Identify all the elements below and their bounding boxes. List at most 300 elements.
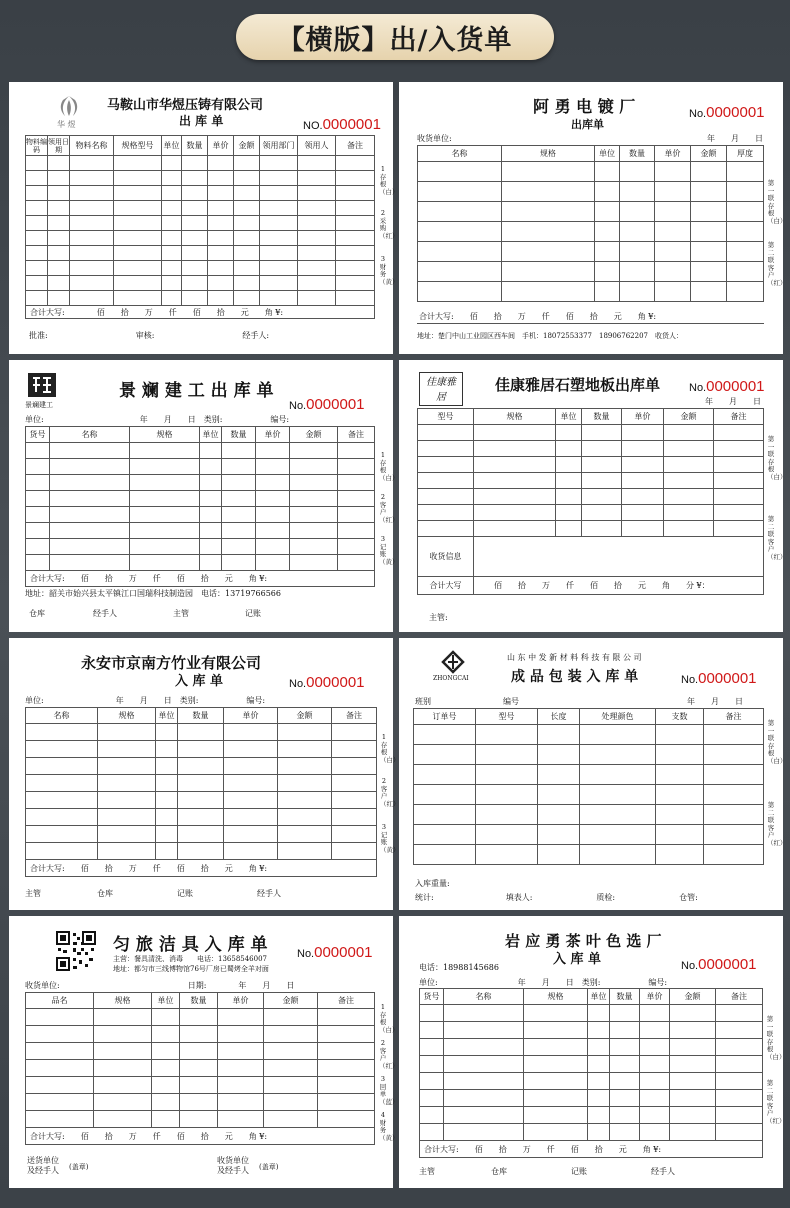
table-cell[interactable] xyxy=(208,261,234,276)
table-cell[interactable] xyxy=(162,201,182,216)
table-cell[interactable] xyxy=(222,491,256,507)
table-cell[interactable] xyxy=(178,792,224,809)
table-cell[interactable] xyxy=(336,186,375,201)
table-cell[interactable] xyxy=(256,523,290,539)
table-cell[interactable] xyxy=(655,202,691,222)
table-cell[interactable] xyxy=(414,805,476,825)
table-cell[interactable] xyxy=(418,282,502,302)
table-cell[interactable] xyxy=(182,276,208,291)
table-cell[interactable] xyxy=(556,441,582,457)
table-cell[interactable] xyxy=(640,1090,670,1107)
table-cell[interactable] xyxy=(48,201,70,216)
table-cell[interactable] xyxy=(336,231,375,246)
table-cell[interactable] xyxy=(727,182,764,202)
table-cell[interactable] xyxy=(162,216,182,231)
table-cell[interactable] xyxy=(332,758,377,775)
table-cell[interactable] xyxy=(264,1026,318,1043)
table-cell[interactable] xyxy=(622,489,664,505)
table-cell[interactable] xyxy=(224,792,278,809)
table-cell[interactable] xyxy=(318,1077,375,1094)
table-cell[interactable] xyxy=(130,539,200,555)
table-cell[interactable] xyxy=(704,725,764,745)
table-cell[interactable] xyxy=(48,231,70,246)
table-cell[interactable] xyxy=(278,843,332,860)
table-cell[interactable] xyxy=(26,276,48,291)
table-cell[interactable] xyxy=(156,724,178,741)
table-cell[interactable] xyxy=(664,457,714,473)
table-cell[interactable] xyxy=(418,505,474,521)
table-cell[interactable] xyxy=(48,291,70,306)
table-cell[interactable] xyxy=(338,475,375,491)
table-cell[interactable] xyxy=(94,1026,152,1043)
table-cell[interactable] xyxy=(656,785,704,805)
table-cell[interactable] xyxy=(691,282,727,302)
table-cell[interactable] xyxy=(26,1009,94,1026)
table-cell[interactable] xyxy=(26,186,48,201)
table-cell[interactable] xyxy=(332,775,377,792)
table-cell[interactable] xyxy=(580,725,656,745)
table-cell[interactable] xyxy=(580,785,656,805)
table-cell[interactable] xyxy=(156,758,178,775)
table-cell[interactable] xyxy=(420,1005,444,1022)
table-cell[interactable] xyxy=(26,291,48,306)
table-cell[interactable] xyxy=(538,745,580,765)
table-cell[interactable] xyxy=(200,507,222,523)
table-cell[interactable] xyxy=(156,741,178,758)
table-cell[interactable] xyxy=(664,505,714,521)
table-cell[interactable] xyxy=(180,1060,218,1077)
table-cell[interactable] xyxy=(524,1073,588,1090)
table-cell[interactable] xyxy=(556,521,582,537)
table-cell[interactable] xyxy=(620,162,655,182)
table-cell[interactable] xyxy=(418,441,474,457)
table-cell[interactable] xyxy=(474,441,556,457)
table-cell[interactable] xyxy=(162,171,182,186)
table-cell[interactable] xyxy=(234,171,260,186)
table-cell[interactable] xyxy=(234,261,260,276)
table-cell[interactable] xyxy=(218,1077,264,1094)
table-cell[interactable] xyxy=(714,441,764,457)
table-cell[interactable] xyxy=(224,843,278,860)
table-cell[interactable] xyxy=(26,231,48,246)
table-cell[interactable] xyxy=(414,765,476,785)
table-cell[interactable] xyxy=(256,475,290,491)
table-cell[interactable] xyxy=(655,242,691,262)
table-cell[interactable] xyxy=(580,765,656,785)
table-cell[interactable] xyxy=(414,725,476,745)
table-cell[interactable] xyxy=(278,758,332,775)
table-cell[interactable] xyxy=(502,162,595,182)
table-cell[interactable] xyxy=(222,459,256,475)
table-cell[interactable] xyxy=(524,1039,588,1056)
table-cell[interactable] xyxy=(338,523,375,539)
table-cell[interactable] xyxy=(418,222,502,242)
table-cell[interactable] xyxy=(180,1009,218,1026)
table-cell[interactable] xyxy=(332,826,377,843)
table-cell[interactable] xyxy=(588,1056,610,1073)
table-cell[interactable] xyxy=(620,262,655,282)
table-cell[interactable] xyxy=(26,1043,94,1060)
table-cell[interactable] xyxy=(664,441,714,457)
table-cell[interactable] xyxy=(556,425,582,441)
table-cell[interactable] xyxy=(714,521,764,537)
table-cell[interactable] xyxy=(218,1094,264,1111)
table-cell[interactable] xyxy=(260,201,298,216)
table-cell[interactable] xyxy=(714,489,764,505)
table-cell[interactable] xyxy=(538,825,580,845)
table-cell[interactable] xyxy=(716,1005,763,1022)
table-cell[interactable] xyxy=(290,459,338,475)
table-cell[interactable] xyxy=(318,1060,375,1077)
table-cell[interactable] xyxy=(208,231,234,246)
table-cell[interactable] xyxy=(524,1056,588,1073)
table-cell[interactable] xyxy=(622,473,664,489)
table-cell[interactable] xyxy=(70,216,114,231)
table-cell[interactable] xyxy=(26,246,48,261)
table-cell[interactable] xyxy=(556,457,582,473)
table-cell[interactable] xyxy=(114,276,162,291)
table-cell[interactable] xyxy=(200,539,222,555)
table-cell[interactable] xyxy=(178,724,224,741)
table-cell[interactable] xyxy=(234,201,260,216)
table-cell[interactable] xyxy=(444,1056,524,1073)
table-cell[interactable] xyxy=(640,1039,670,1056)
table-cell[interactable] xyxy=(178,843,224,860)
table-cell[interactable] xyxy=(278,792,332,809)
table-cell[interactable] xyxy=(595,242,620,262)
table-cell[interactable] xyxy=(130,523,200,539)
table-cell[interactable] xyxy=(476,805,538,825)
table-cell[interactable] xyxy=(727,242,764,262)
table-cell[interactable] xyxy=(298,201,336,216)
table-cell[interactable] xyxy=(130,475,200,491)
table-cell[interactable] xyxy=(218,1009,264,1026)
table-cell[interactable] xyxy=(318,1043,375,1060)
table-cell[interactable] xyxy=(418,162,502,182)
table-cell[interactable] xyxy=(640,1107,670,1124)
table-cell[interactable] xyxy=(130,459,200,475)
table-cell[interactable] xyxy=(260,276,298,291)
table-cell[interactable] xyxy=(620,202,655,222)
table-cell[interactable] xyxy=(278,724,332,741)
table-cell[interactable] xyxy=(582,457,622,473)
table-cell[interactable] xyxy=(538,785,580,805)
table-cell[interactable] xyxy=(610,1039,640,1056)
table-cell[interactable] xyxy=(588,1005,610,1022)
table-cell[interactable] xyxy=(98,826,156,843)
table-cell[interactable] xyxy=(622,425,664,441)
table-cell[interactable] xyxy=(152,1043,180,1060)
table-cell[interactable] xyxy=(502,262,595,282)
table-cell[interactable] xyxy=(26,724,98,741)
table-cell[interactable] xyxy=(162,231,182,246)
table-cell[interactable] xyxy=(716,1073,763,1090)
table-cell[interactable] xyxy=(610,1107,640,1124)
table-cell[interactable] xyxy=(338,507,375,523)
table-cell[interactable] xyxy=(476,725,538,745)
table-cell[interactable] xyxy=(332,792,377,809)
table-cell[interactable] xyxy=(114,201,162,216)
table-cell[interactable] xyxy=(98,809,156,826)
table-cell[interactable] xyxy=(502,222,595,242)
table-cell[interactable] xyxy=(655,222,691,242)
table-cell[interactable] xyxy=(94,1077,152,1094)
table-cell[interactable] xyxy=(162,276,182,291)
table-cell[interactable] xyxy=(691,162,727,182)
table-cell[interactable] xyxy=(114,186,162,201)
table-cell[interactable] xyxy=(656,845,704,865)
table-cell[interactable] xyxy=(620,222,655,242)
table-cell[interactable] xyxy=(182,156,208,171)
table-cell[interactable] xyxy=(222,507,256,523)
table-cell[interactable] xyxy=(476,785,538,805)
table-cell[interactable] xyxy=(94,1043,152,1060)
table-cell[interactable] xyxy=(222,555,256,571)
table-cell[interactable] xyxy=(716,1124,763,1141)
table-cell[interactable] xyxy=(26,1077,94,1094)
table-cell[interactable] xyxy=(70,276,114,291)
table-cell[interactable] xyxy=(670,1056,716,1073)
table-cell[interactable] xyxy=(595,162,620,182)
table-cell[interactable] xyxy=(414,825,476,845)
table-cell[interactable] xyxy=(278,809,332,826)
table-cell[interactable] xyxy=(152,1077,180,1094)
table-cell[interactable] xyxy=(336,261,375,276)
table-cell[interactable] xyxy=(622,521,664,537)
table-cell[interactable] xyxy=(670,1107,716,1124)
table-cell[interactable] xyxy=(298,246,336,261)
table-cell[interactable] xyxy=(94,1009,152,1026)
table-cell[interactable] xyxy=(200,475,222,491)
table-cell[interactable] xyxy=(716,1056,763,1073)
table-cell[interactable] xyxy=(538,845,580,865)
table-cell[interactable] xyxy=(178,809,224,826)
table-cell[interactable] xyxy=(620,182,655,202)
table-cell[interactable] xyxy=(70,291,114,306)
table-cell[interactable] xyxy=(264,1043,318,1060)
table-cell[interactable] xyxy=(502,202,595,222)
table-cell[interactable] xyxy=(336,216,375,231)
table-cell[interactable] xyxy=(622,505,664,521)
table-cell[interactable] xyxy=(130,507,200,523)
table-cell[interactable] xyxy=(582,505,622,521)
table-cell[interactable] xyxy=(114,261,162,276)
table-cell[interactable] xyxy=(234,276,260,291)
table-cell[interactable] xyxy=(420,1022,444,1039)
table-cell[interactable] xyxy=(727,222,764,242)
table-cell[interactable] xyxy=(588,1107,610,1124)
table-cell[interactable] xyxy=(224,809,278,826)
table-cell[interactable] xyxy=(182,246,208,261)
table-cell[interactable] xyxy=(336,156,375,171)
table-cell[interactable] xyxy=(70,261,114,276)
table-cell[interactable] xyxy=(727,202,764,222)
table-cell[interactable] xyxy=(114,246,162,261)
table-cell[interactable] xyxy=(418,202,502,222)
table-cell[interactable] xyxy=(98,758,156,775)
table-cell[interactable] xyxy=(260,156,298,171)
table-cell[interactable] xyxy=(278,826,332,843)
table-cell[interactable] xyxy=(610,1073,640,1090)
table-cell[interactable] xyxy=(180,1094,218,1111)
table-cell[interactable] xyxy=(162,246,182,261)
table-cell[interactable] xyxy=(691,222,727,242)
table-cell[interactable] xyxy=(332,809,377,826)
table-cell[interactable] xyxy=(420,1090,444,1107)
table-cell[interactable] xyxy=(224,758,278,775)
table-cell[interactable] xyxy=(414,785,476,805)
table-cell[interactable] xyxy=(664,473,714,489)
table-cell[interactable] xyxy=(222,475,256,491)
table-cell[interactable] xyxy=(264,1111,318,1128)
table-cell[interactable] xyxy=(338,555,375,571)
table-cell[interactable] xyxy=(224,826,278,843)
table-cell[interactable] xyxy=(26,523,50,539)
table-cell[interactable] xyxy=(26,539,50,555)
table-cell[interactable] xyxy=(70,186,114,201)
table-cell[interactable] xyxy=(476,765,538,785)
table-cell[interactable] xyxy=(48,156,70,171)
table-cell[interactable] xyxy=(298,216,336,231)
table-cell[interactable] xyxy=(26,201,48,216)
table-cell[interactable] xyxy=(48,246,70,261)
table-cell[interactable] xyxy=(336,291,375,306)
table-cell[interactable] xyxy=(664,425,714,441)
table-cell[interactable] xyxy=(727,262,764,282)
table-cell[interactable] xyxy=(278,741,332,758)
table-cell[interactable] xyxy=(716,1039,763,1056)
table-cell[interactable] xyxy=(704,805,764,825)
table-cell[interactable] xyxy=(418,242,502,262)
table-cell[interactable] xyxy=(670,1022,716,1039)
table-cell[interactable] xyxy=(50,475,130,491)
table-cell[interactable] xyxy=(26,775,98,792)
table-cell[interactable] xyxy=(716,1107,763,1124)
table-cell[interactable] xyxy=(420,1073,444,1090)
table-cell[interactable] xyxy=(162,186,182,201)
table-cell[interactable] xyxy=(162,291,182,306)
table-cell[interactable] xyxy=(234,186,260,201)
table-cell[interactable] xyxy=(298,156,336,171)
table-cell[interactable] xyxy=(278,775,332,792)
table-cell[interactable] xyxy=(595,202,620,222)
table-cell[interactable] xyxy=(50,523,130,539)
table-cell[interactable] xyxy=(582,489,622,505)
table-cell[interactable] xyxy=(26,459,50,475)
table-cell[interactable] xyxy=(222,523,256,539)
table-cell[interactable] xyxy=(670,1005,716,1022)
table-cell[interactable] xyxy=(48,261,70,276)
table-cell[interactable] xyxy=(152,1094,180,1111)
table-cell[interactable] xyxy=(264,1077,318,1094)
table-cell[interactable] xyxy=(656,825,704,845)
table-cell[interactable] xyxy=(502,242,595,262)
table-cell[interactable] xyxy=(290,475,338,491)
table-cell[interactable] xyxy=(538,725,580,745)
table-cell[interactable] xyxy=(298,291,336,306)
table-cell[interactable] xyxy=(182,291,208,306)
table-cell[interactable] xyxy=(670,1090,716,1107)
table-cell[interactable] xyxy=(556,489,582,505)
table-cell[interactable] xyxy=(655,182,691,202)
table-cell[interactable] xyxy=(182,171,208,186)
table-cell[interactable] xyxy=(208,156,234,171)
table-cell[interactable] xyxy=(26,826,98,843)
table-cell[interactable] xyxy=(691,242,727,262)
table-cell[interactable] xyxy=(234,216,260,231)
table-cell[interactable] xyxy=(420,1039,444,1056)
table-cell[interactable] xyxy=(162,261,182,276)
table-cell[interactable] xyxy=(338,491,375,507)
table-cell[interactable] xyxy=(691,182,727,202)
table-cell[interactable] xyxy=(224,775,278,792)
table-cell[interactable] xyxy=(256,443,290,459)
table-cell[interactable] xyxy=(182,216,208,231)
table-cell[interactable] xyxy=(260,171,298,186)
table-cell[interactable] xyxy=(26,475,50,491)
table-cell[interactable] xyxy=(298,231,336,246)
table-cell[interactable] xyxy=(664,489,714,505)
table-cell[interactable] xyxy=(655,262,691,282)
table-cell[interactable] xyxy=(655,162,691,182)
table-cell[interactable] xyxy=(48,186,70,201)
table-cell[interactable] xyxy=(318,1094,375,1111)
table-cell[interactable] xyxy=(130,491,200,507)
table-cell[interactable] xyxy=(588,1073,610,1090)
table-cell[interactable] xyxy=(290,491,338,507)
table-cell[interactable] xyxy=(234,156,260,171)
table-cell[interactable] xyxy=(610,1056,640,1073)
table-cell[interactable] xyxy=(670,1039,716,1056)
table-cell[interactable] xyxy=(50,491,130,507)
table-cell[interactable] xyxy=(556,473,582,489)
table-cell[interactable] xyxy=(610,1090,640,1107)
table-cell[interactable] xyxy=(256,491,290,507)
table-cell[interactable] xyxy=(727,282,764,302)
table-cell[interactable] xyxy=(298,261,336,276)
table-cell[interactable] xyxy=(26,171,48,186)
table-cell[interactable] xyxy=(610,1124,640,1141)
table-cell[interactable] xyxy=(620,282,655,302)
table-cell[interactable] xyxy=(332,741,377,758)
table-cell[interactable] xyxy=(582,521,622,537)
table-cell[interactable] xyxy=(98,792,156,809)
table-cell[interactable] xyxy=(182,201,208,216)
table-cell[interactable] xyxy=(704,785,764,805)
table-cell[interactable] xyxy=(290,507,338,523)
table-cell[interactable] xyxy=(178,826,224,843)
table-cell[interactable] xyxy=(418,457,474,473)
table-cell[interactable] xyxy=(26,555,50,571)
table-cell[interactable] xyxy=(208,276,234,291)
table-cell[interactable] xyxy=(290,555,338,571)
table-cell[interactable] xyxy=(26,156,48,171)
table-cell[interactable] xyxy=(26,758,98,775)
table-cell[interactable] xyxy=(50,555,130,571)
table-cell[interactable] xyxy=(318,1111,375,1128)
table-cell[interactable] xyxy=(26,843,98,860)
table-cell[interactable] xyxy=(418,489,474,505)
table-cell[interactable] xyxy=(94,1111,152,1128)
table-cell[interactable] xyxy=(474,505,556,521)
table-cell[interactable] xyxy=(48,276,70,291)
table-cell[interactable] xyxy=(664,521,714,537)
table-cell[interactable] xyxy=(714,473,764,489)
table-cell[interactable] xyxy=(610,1005,640,1022)
table-cell[interactable] xyxy=(336,246,375,261)
table-cell[interactable] xyxy=(218,1043,264,1060)
table-cell[interactable] xyxy=(444,1090,524,1107)
